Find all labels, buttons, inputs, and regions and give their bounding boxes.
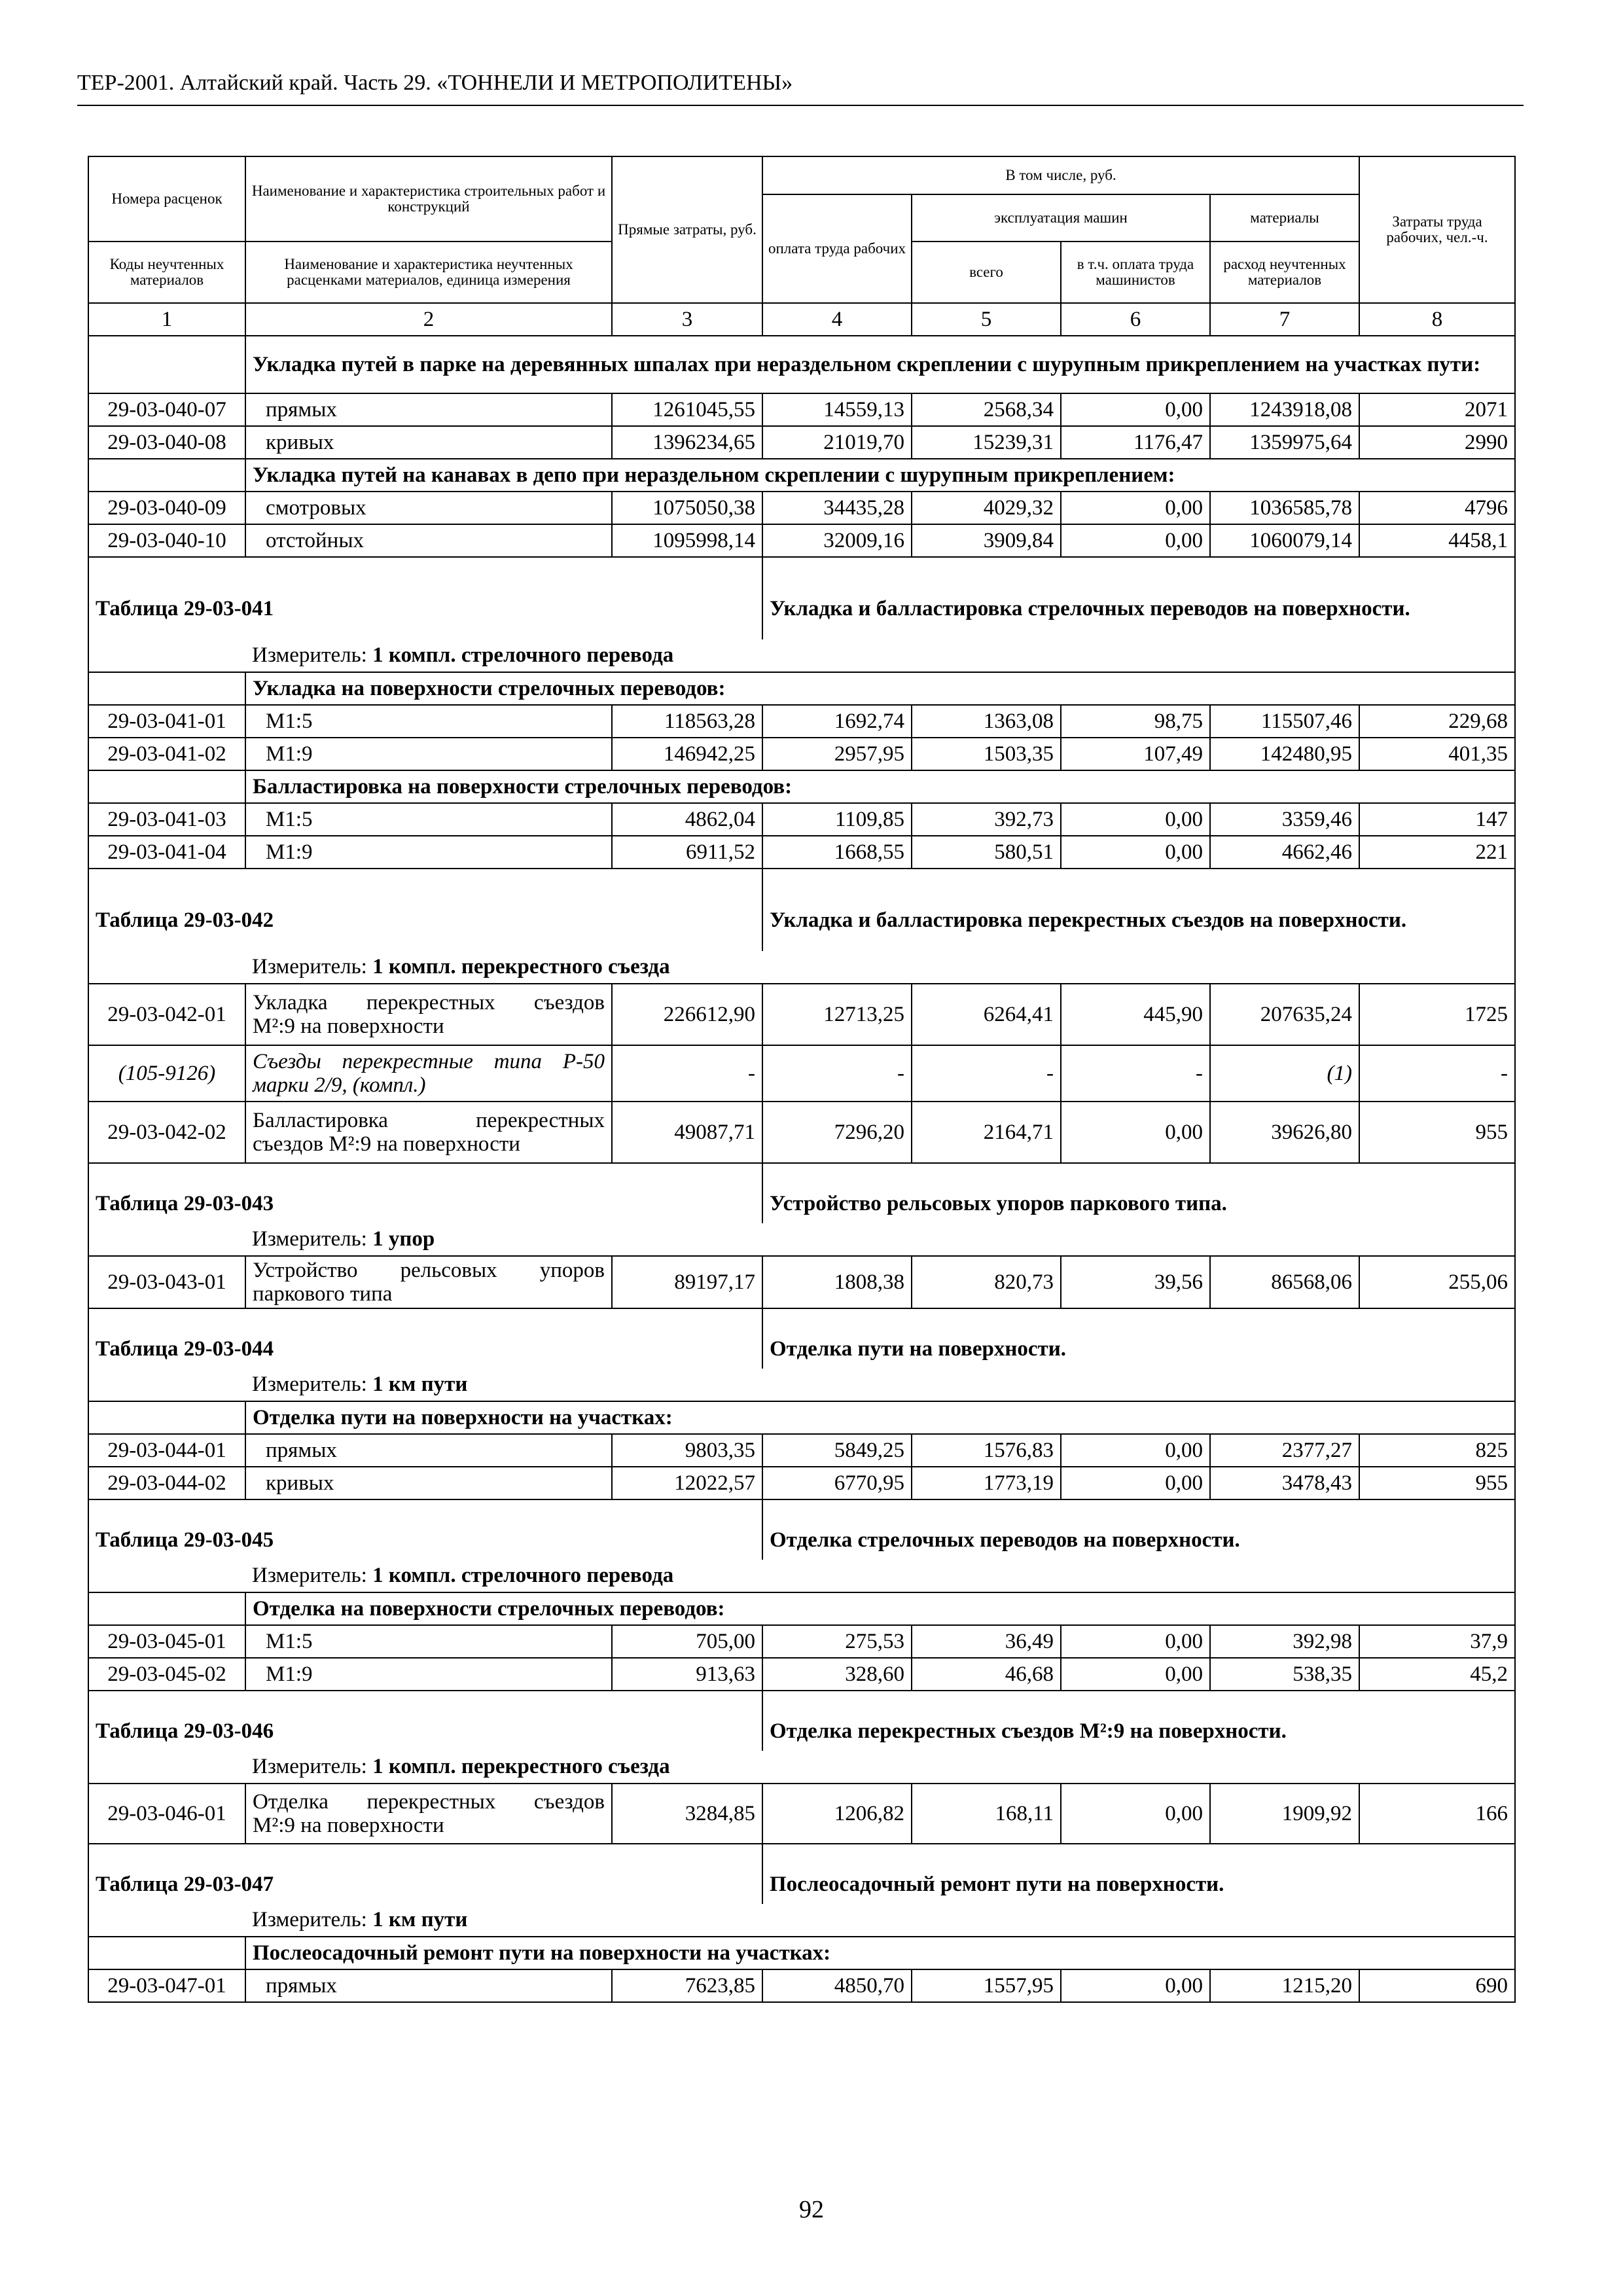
value-cell: 6770,95: [762, 1467, 912, 1499]
value-cell: 1060079,14: [1210, 524, 1359, 557]
value-cell: 0,00: [1061, 836, 1210, 869]
row-code: 29-03-041-03: [88, 803, 245, 836]
table-code: Таблица 29-03-043: [88, 1163, 762, 1223]
hdr-col7: расход неучтенных материалов: [1210, 242, 1359, 303]
value-cell: 0,00: [1061, 492, 1210, 524]
table-title: Отделка перекрестных съездов М²:9 на поверхности.: [762, 1691, 1515, 1751]
section-title: Послеосадочный ремонт пути на поверхности на участках:: [245, 1937, 1515, 1969]
measure-value: 1 км пути: [372, 1372, 468, 1397]
row-name: кривых: [245, 426, 612, 459]
row-name: М1:5: [245, 803, 612, 836]
col-num: 1: [88, 303, 245, 336]
value-cell: 3478,43: [1210, 1467, 1359, 1499]
row-name: кривых: [245, 1467, 612, 1499]
material-name-line: марки 2/9, (компл.): [253, 1073, 426, 1097]
value-cell: 2071: [1359, 393, 1515, 426]
row-name: М1:5: [245, 1625, 612, 1658]
table-row: [88, 393, 1515, 426]
row-code: 29-03-040-08: [88, 426, 245, 459]
value-cell: 1773,19: [912, 1467, 1061, 1499]
measure-line: [245, 639, 1515, 672]
value-cell: 146942,25: [612, 738, 762, 770]
row-code: 29-03-040-07: [88, 393, 245, 426]
row-name-line: Устройство рельсовых упоров: [253, 1258, 605, 1282]
measure-label: Измеритель:: [252, 643, 367, 668]
hdr-incl: В том числе, руб.: [762, 156, 1359, 194]
value-cell: 1808,38: [762, 1256, 912, 1308]
hdr-col4: оплата труда рабочих: [762, 194, 912, 303]
value-cell: 3284,85: [612, 1784, 762, 1844]
hdr-materials: материалы: [1210, 194, 1359, 242]
measure-line: [245, 1560, 1515, 1592]
hdr-col1-top: Номера расценок: [88, 156, 245, 242]
table-row: [88, 1102, 1515, 1163]
measure-value: 1 компл. перекрестного съезда: [372, 1755, 670, 1779]
value-cell: 166: [1359, 1784, 1515, 1844]
row-name: прямых: [245, 393, 612, 426]
col-num: 5: [912, 303, 1061, 336]
row-name-line: Укладка перекрестных съездов: [253, 990, 605, 1014]
value-cell: 1576,83: [912, 1434, 1061, 1467]
row-code: 29-03-041-02: [88, 738, 245, 770]
table-row: [88, 1658, 1515, 1691]
table-title: Послеосадочный ремонт пути на поверхности.: [762, 1844, 1515, 1904]
value-cell: 2568,34: [912, 393, 1061, 426]
value-cell: 401,35: [1359, 738, 1515, 770]
hdr-col5: всего: [912, 242, 1061, 303]
row-code: 29-03-042-02: [88, 1102, 245, 1163]
value-cell: 580,51: [912, 836, 1061, 869]
col-num: 7: [1210, 303, 1359, 336]
row-name-line: М²:9 на поверхности: [253, 1814, 444, 1837]
table-code: Таблица 29-03-045: [88, 1499, 762, 1560]
value-cell: 107,49: [1061, 738, 1210, 770]
col-num: 4: [762, 303, 912, 336]
table-row: [88, 1434, 1515, 1467]
value-cell: 705,00: [612, 1625, 762, 1658]
value-cell: 0,00: [1061, 524, 1210, 557]
table-046: [88, 1691, 1515, 1844]
value-cell: 1215,20: [1210, 1969, 1359, 2002]
table-row: [88, 492, 1515, 524]
measure-label: Измеритель:: [252, 1372, 367, 1397]
table-code: Таблица 29-03-047: [88, 1844, 762, 1904]
value-cell: 445,90: [1061, 984, 1210, 1045]
table-code: Таблица 29-03-044: [88, 1308, 762, 1369]
col-num: 2: [245, 303, 612, 336]
hdr-col6: в т.ч. оплата труда машинистов: [1061, 242, 1210, 303]
value-cell: 46,68: [912, 1658, 1061, 1691]
table-row: [88, 705, 1515, 738]
value-cell: 45,2: [1359, 1658, 1515, 1691]
row-name-line: Отделка перекрестных съездов: [253, 1789, 605, 1814]
value-cell: 820,73: [912, 1256, 1061, 1308]
value-cell: 3359,46: [1210, 803, 1359, 836]
row-code: 29-03-046-01: [88, 1784, 245, 1844]
value-cell: 0,00: [1061, 1625, 1210, 1658]
value-cell: 1075050,38: [612, 492, 762, 524]
row-code: 29-03-047-01: [88, 1969, 245, 2002]
hdr-col2-top: Наименование и характеристика строительных работ и конструкций: [245, 156, 612, 242]
measure-value: 1 компл. стрелочного перевода: [372, 643, 674, 668]
table-header: [88, 156, 1515, 336]
value-cell: 825: [1359, 1434, 1515, 1467]
table-row: [88, 1467, 1515, 1499]
value-cell: 1206,82: [762, 1784, 912, 1844]
value-cell: 0,00: [1061, 1658, 1210, 1691]
value-cell: 207635,24: [1210, 984, 1359, 1045]
value-cell: -: [612, 1045, 762, 1102]
value-cell: -: [762, 1045, 912, 1102]
row-name: М1:9: [245, 738, 612, 770]
value-cell: 89197,17: [612, 1256, 762, 1308]
value-cell: -: [1359, 1045, 1515, 1102]
value-cell: 4029,32: [912, 492, 1061, 524]
value-cell: 1243918,08: [1210, 393, 1359, 426]
section-title: Балластировка на поверхности стрелочных переводов:: [245, 770, 1515, 803]
value-cell: 229,68: [1359, 705, 1515, 738]
value-cell: 4862,04: [612, 803, 762, 836]
value-cell: 37,9: [1359, 1625, 1515, 1658]
value-cell: 115507,46: [1210, 705, 1359, 738]
table-code: Таблица 29-03-042: [88, 869, 762, 951]
value-cell: 955: [1359, 1102, 1515, 1163]
table-title: Укладка и балластировка стрелочных переводов на поверхности.: [762, 557, 1515, 639]
col-num: 6: [1061, 303, 1210, 336]
table-title: Отделка стрелочных переводов на поверхности.: [762, 1499, 1515, 1560]
row-name: [245, 1784, 612, 1844]
col-num: 8: [1359, 303, 1515, 336]
row-name: прямых: [245, 1434, 612, 1467]
material-name: [245, 1045, 612, 1102]
row-name: М1:9: [245, 1658, 612, 1691]
material-code: (105-9126): [88, 1045, 245, 1102]
hdr-col2-bottom: Наименование и характеристика неучтенных расценками материалов, единица измерения: [245, 242, 612, 303]
value-cell: 1095998,14: [612, 524, 762, 557]
table-title: Устройство рельсовых упоров паркового типа.: [762, 1163, 1515, 1223]
value-cell: (1): [1210, 1045, 1359, 1102]
table-043: [88, 1163, 1515, 1308]
table-042: [88, 869, 1515, 1163]
table-code: Таблица 29-03-041: [88, 557, 762, 639]
value-cell: 118563,28: [612, 705, 762, 738]
row-name: отстойных: [245, 524, 612, 557]
value-cell: 2957,95: [762, 738, 912, 770]
value-cell: 1176,47: [1061, 426, 1210, 459]
section-title: Отделка на поверхности стрелочных переводов:: [245, 1592, 1515, 1625]
row-code: 29-03-045-02: [88, 1658, 245, 1691]
table-title: Укладка и балластировка перекрестных съездов на поверхности.: [762, 869, 1515, 951]
measure-value: 1 км пути: [372, 1908, 468, 1932]
table-code: Таблица 29-03-046: [88, 1691, 762, 1751]
measure-line: [245, 1369, 1515, 1401]
row-name: [245, 1256, 612, 1308]
row-code: 29-03-040-10: [88, 524, 245, 557]
measure-label: Измеритель:: [252, 1564, 367, 1588]
value-cell: 1396234,65: [612, 426, 762, 459]
value-cell: 168,11: [912, 1784, 1061, 1844]
value-cell: 4458,1: [1359, 524, 1515, 557]
value-cell: 21019,70: [762, 426, 912, 459]
value-cell: 34435,28: [762, 492, 912, 524]
table-044: [88, 1308, 1515, 1499]
section-title: Отделка пути на поверхности на участках:: [245, 1401, 1515, 1434]
value-cell: 913,63: [612, 1658, 762, 1691]
row-code: 29-03-044-01: [88, 1434, 245, 1467]
value-cell: 14559,13: [762, 393, 912, 426]
value-cell: 0,00: [1061, 1434, 1210, 1467]
value-cell: 1557,95: [912, 1969, 1061, 2002]
row-name: М1:5: [245, 705, 612, 738]
table-row: [88, 1784, 1515, 1844]
row-name: М1:9: [245, 836, 612, 869]
value-cell: 2164,71: [912, 1102, 1061, 1163]
table-row: [88, 1256, 1515, 1308]
material-name-line: Съезды перекрестные типа Р-50: [253, 1049, 605, 1073]
measure-value: 1 компл. перекрестного съезда: [372, 955, 670, 979]
measure-label: Измеритель:: [252, 955, 367, 979]
measure-line: [245, 1751, 1515, 1784]
value-cell: 4662,46: [1210, 836, 1359, 869]
value-cell: 690: [1359, 1969, 1515, 2002]
value-cell: 147: [1359, 803, 1515, 836]
measure-line: [245, 1223, 1515, 1256]
value-cell: 3909,84: [912, 524, 1061, 557]
value-cell: 86568,06: [1210, 1256, 1359, 1308]
value-cell: 5849,25: [762, 1434, 912, 1467]
material-row: [88, 1045, 1515, 1102]
table-row: [88, 1625, 1515, 1658]
table-row: [88, 738, 1515, 770]
value-cell: 49087,71: [612, 1102, 762, 1163]
value-cell: 0,00: [1061, 1969, 1210, 2002]
row-name-line: Балластировка перекрестных: [253, 1108, 605, 1132]
value-cell: 1359975,64: [1210, 426, 1359, 459]
value-cell: 15239,31: [912, 426, 1061, 459]
table-041: [88, 557, 1515, 869]
row-code: 29-03-043-01: [88, 1256, 245, 1308]
measure-label: Измеритель:: [252, 1755, 367, 1779]
table-040: [88, 336, 1515, 557]
row-code: 29-03-045-01: [88, 1625, 245, 1658]
value-cell: 39626,80: [1210, 1102, 1359, 1163]
measure-label: Измеритель:: [252, 1227, 367, 1251]
value-cell: 98,75: [1061, 705, 1210, 738]
value-cell: 0,00: [1061, 393, 1210, 426]
col-num: 3: [612, 303, 762, 336]
value-cell: 1036585,78: [1210, 492, 1359, 524]
row-name: [245, 984, 612, 1045]
table-047: [88, 1844, 1515, 2002]
value-cell: 0,00: [1061, 1467, 1210, 1499]
row-name-line: съездов М²:9 на поверхности: [253, 1132, 520, 1156]
value-cell: 39,56: [1061, 1256, 1210, 1308]
value-cell: 1725: [1359, 984, 1515, 1045]
row-code: 29-03-040-09: [88, 492, 245, 524]
value-cell: 4850,70: [762, 1969, 912, 2002]
value-cell: 36,49: [912, 1625, 1061, 1658]
value-cell: 12713,25: [762, 984, 912, 1045]
row-code: 29-03-044-02: [88, 1467, 245, 1499]
value-cell: 7623,85: [612, 1969, 762, 2002]
measure-line: [245, 951, 1515, 984]
table-row: [88, 803, 1515, 836]
table-045: [88, 1499, 1515, 1691]
value-cell: -: [1061, 1045, 1210, 1102]
table-row: [88, 984, 1515, 1045]
row-name: прямых: [245, 1969, 612, 2002]
section-title: Укладка на поверхности стрелочных переводов:: [245, 672, 1515, 705]
row-code: 29-03-041-01: [88, 705, 245, 738]
value-cell: 1109,85: [762, 803, 912, 836]
row-code: 29-03-041-04: [88, 836, 245, 869]
value-cell: 221: [1359, 836, 1515, 869]
measure-label: Измеритель:: [252, 1908, 367, 1932]
value-cell: 1909,92: [1210, 1784, 1359, 1844]
value-cell: 12022,57: [612, 1467, 762, 1499]
value-cell: 2377,27: [1210, 1434, 1359, 1467]
row-name: [245, 1102, 612, 1163]
value-cell: 328,60: [762, 1658, 912, 1691]
value-cell: -: [912, 1045, 1061, 1102]
page-number: 92: [799, 2196, 824, 2223]
value-cell: 4796: [1359, 492, 1515, 524]
value-cell: 1261045,55: [612, 393, 762, 426]
value-cell: 1692,74: [762, 705, 912, 738]
measure-value: 1 компл. стрелочного перевода: [372, 1564, 674, 1588]
value-cell: 255,06: [1359, 1256, 1515, 1308]
hdr-col8: Затраты труда рабочих, чел.-ч.: [1359, 156, 1515, 303]
value-cell: 0,00: [1061, 803, 1210, 836]
value-cell: 226612,90: [612, 984, 762, 1045]
measure-line: [245, 1904, 1515, 1937]
value-cell: 0,00: [1061, 1784, 1210, 1844]
table-row: [88, 426, 1515, 459]
value-cell: 1668,55: [762, 836, 912, 869]
value-cell: 275,53: [762, 1625, 912, 1658]
value-cell: 9803,35: [612, 1434, 762, 1467]
column-numbers-row: [88, 303, 1515, 336]
table-row: [88, 1969, 1515, 2002]
section-title: Укладка путей на канавах в депо при нераздельном скреплении с шурупным прикреплением:: [245, 459, 1515, 492]
value-cell: 142480,95: [1210, 738, 1359, 770]
value-cell: 1503,35: [912, 738, 1061, 770]
row-name-line: паркового типа: [253, 1282, 393, 1306]
row-code: 29-03-042-01: [88, 984, 245, 1045]
value-cell: 0,00: [1061, 1102, 1210, 1163]
value-cell: 392,98: [1210, 1625, 1359, 1658]
table-row: [88, 524, 1515, 557]
value-cell: 7296,20: [762, 1102, 912, 1163]
section-title: Укладка путей в парке на деревянных шпалах при нераздельном скреплении с шурупным прикреплением на участках пути:: [245, 336, 1515, 393]
hdr-col1-bottom: Коды неучтенных материалов: [88, 242, 245, 303]
value-cell: 955: [1359, 1467, 1515, 1499]
row-name-line: М²:9 на поверхности: [253, 1014, 444, 1038]
hdr-col3: Прямые затраты, руб.: [612, 156, 762, 303]
row-name: смотровых: [245, 492, 612, 524]
value-cell: 1363,08: [912, 705, 1061, 738]
value-cell: 6264,41: [912, 984, 1061, 1045]
value-cell: 538,35: [1210, 1658, 1359, 1691]
value-cell: 6911,52: [612, 836, 762, 869]
measure-value: 1 упор: [372, 1227, 435, 1251]
value-cell: 392,73: [912, 803, 1061, 836]
table-title: Отделка пути на поверхности.: [762, 1308, 1515, 1369]
page-header: ТЕР-2001. Алтайский край. Часть 29. «ТОННЕЛИ И МЕТРОПОЛИТЕНЫ»: [77, 71, 793, 95]
hdr-machines: эксплуатация машин: [912, 194, 1210, 242]
value-cell: 32009,16: [762, 524, 912, 557]
header-divider: [77, 105, 1524, 106]
price-table: [88, 156, 1516, 2003]
value-cell: 2990: [1359, 426, 1515, 459]
table-row: [88, 836, 1515, 869]
